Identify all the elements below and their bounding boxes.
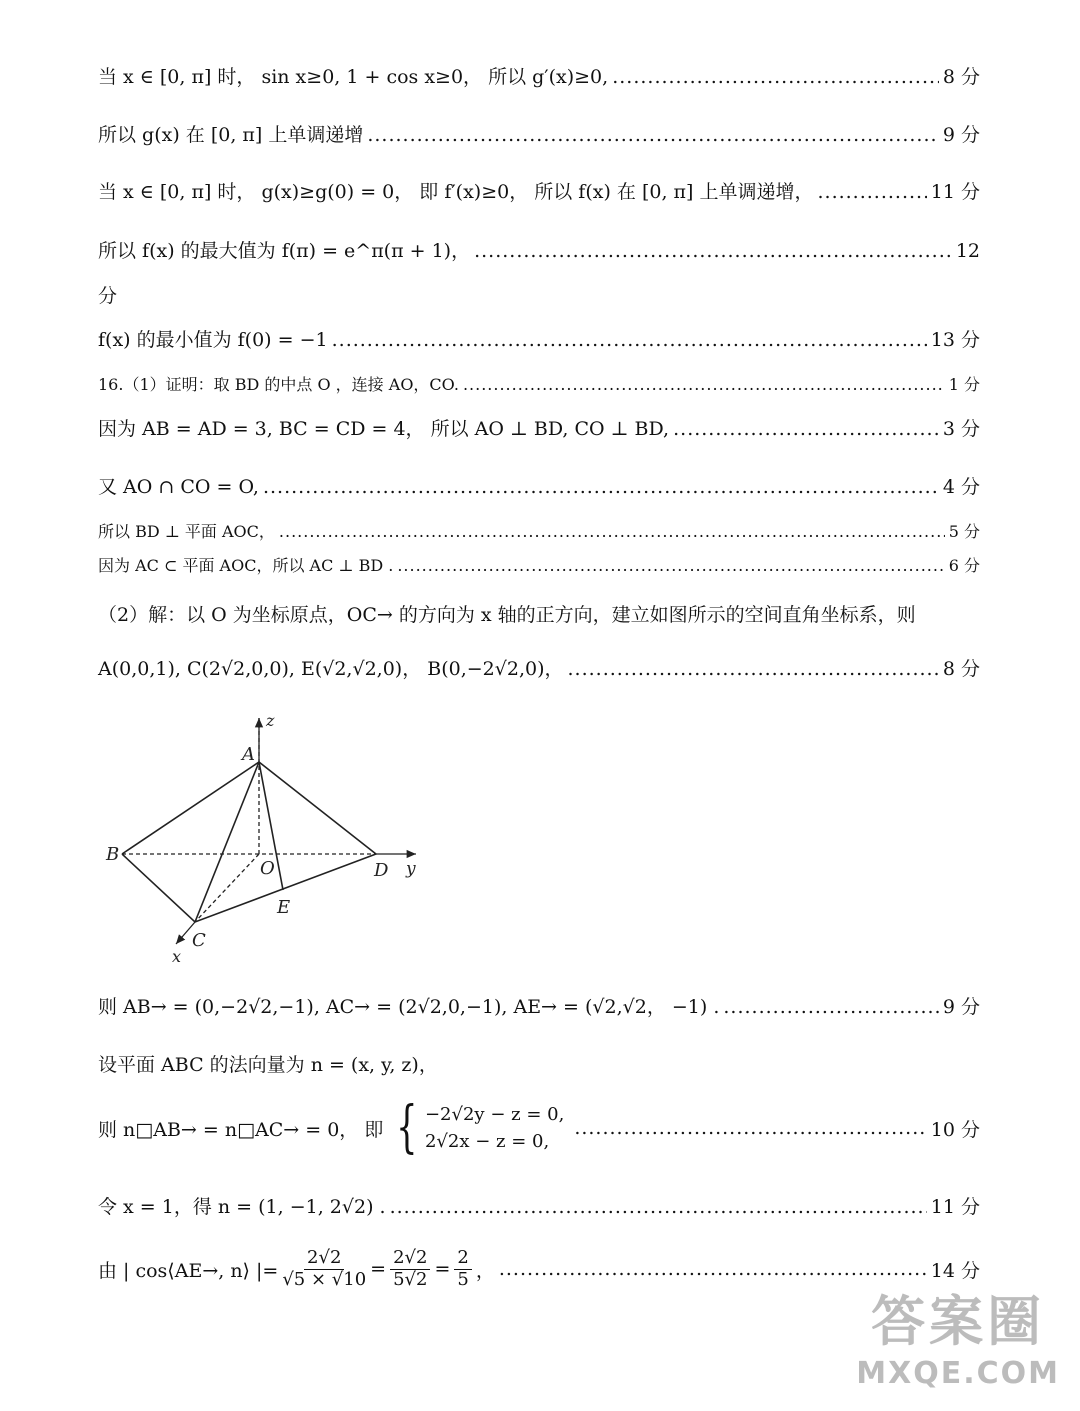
line-text: 设平面 ABC 的法向量为 n = (x, y, z)， — [98, 1054, 438, 1076]
score-mark: 8 分 — [942, 658, 980, 680]
leader-dots — [612, 66, 939, 88]
line-text: 分 — [98, 285, 118, 307]
solution-line-7 — [98, 372, 980, 395]
label-z: z — [266, 711, 275, 730]
label-E: E — [277, 897, 291, 918]
equation-system — [389, 1095, 565, 1160]
equals-sign: = — [370, 1258, 387, 1281]
fraction-2-denominator: 5√2 — [393, 1268, 428, 1290]
solution-line-11 — [98, 553, 980, 576]
leader-dots — [390, 1196, 927, 1218]
solution-line-3 — [98, 177, 980, 204]
fraction-3-denominator: 5 — [457, 1268, 469, 1290]
score-mark: 12 — [955, 240, 980, 262]
solution-line-12 — [98, 600, 980, 627]
watermark — [856, 1279, 1060, 1391]
label-x: x — [172, 947, 182, 965]
line-text: A(0,0,1), C(2√2,0,0), E(√2,√2,0)， B(0,−2√2,0)， — [98, 658, 564, 680]
line-text: 因为 AC ⊂ 平面 AOC，所以 AC ⊥ BD . — [98, 556, 394, 575]
leader-dots — [568, 658, 939, 680]
equation-system-line — [98, 1095, 980, 1160]
score-mark: 9 分 — [942, 124, 980, 146]
score-mark: 10 分 — [930, 1118, 980, 1141]
score-mark: 6 分 — [948, 556, 980, 575]
line-text: 16.（1）证明：取 BD 的中点 O ，连接 AO，CO. — [98, 375, 459, 394]
fraction-3-numerator: 2 — [454, 1248, 471, 1270]
score-mark: 3 分 — [942, 418, 980, 440]
final-cosine-line — [98, 1248, 980, 1290]
solution-line-15 — [98, 1050, 980, 1077]
solution-line-4 — [98, 236, 980, 263]
solution-line-9 — [98, 472, 980, 499]
score-mark: 11 分 — [930, 181, 980, 203]
label-B: B — [106, 844, 120, 865]
line-text: 所以 g(x) 在 [0, π] 上单调递增 — [98, 124, 364, 146]
final-suffix: ， — [475, 1259, 495, 1282]
score-mark: 13 分 — [930, 329, 980, 351]
solution-line-13 — [98, 654, 980, 681]
leader-dots — [574, 1117, 926, 1139]
solution-line-6 — [98, 325, 980, 352]
equation-1: −2√2y − z = 0, — [424, 1104, 565, 1125]
x-axis-dashed — [195, 854, 259, 922]
leader-dots — [463, 375, 945, 394]
leader-dots — [397, 556, 944, 575]
system-prefix: 则 n□AB→ = n□AC→ = 0， 即 — [98, 1118, 384, 1141]
score-mark: 11 分 — [930, 1196, 980, 1218]
label-D: D — [374, 860, 389, 881]
leader-dots — [474, 240, 952, 262]
solution-line-16 — [98, 1192, 980, 1219]
line-text: f(x) 的最小值为 f(0) = −1 — [98, 329, 328, 351]
line-text: 令 x = 1，得 n = (1, −1, 2√2) . — [98, 1196, 386, 1218]
line-text: （2）解：以 O 为坐标原点，OC→ 的方向为 x 轴的正方向，建立如图所示的空间直角坐标系，则 — [98, 604, 916, 626]
cos-prefix: 由 | cos⟨AE→, n⟩ |= — [98, 1259, 279, 1282]
fraction-1 — [282, 1248, 366, 1290]
score-mark: 9 分 — [942, 996, 980, 1018]
score-mark: 1 分 — [948, 375, 980, 394]
label-C: C — [192, 930, 206, 951]
solution-line-8 — [98, 414, 980, 441]
fraction-1-numerator: 2√2 — [304, 1248, 344, 1270]
label-O: O — [260, 858, 275, 879]
equals-sign: = — [434, 1258, 451, 1281]
solution-line-5 — [98, 281, 980, 308]
fraction-2-numerator: 2√2 — [390, 1248, 430, 1270]
left-brace: { — [396, 1095, 418, 1160]
label-A: A — [242, 744, 255, 765]
line-text: 因为 AB = AD = 3, BC = CD = 4， 所以 AO ⊥ BD, CO ⊥ BD, — [98, 418, 670, 440]
score-mark: 5 分 — [948, 522, 980, 541]
line-text: 所以 f(x) 的最大值为 f(π) = e^π(π + 1)， — [98, 240, 471, 262]
score-mark: 4 分 — [942, 476, 980, 498]
line-text: 当 x ∈ [0, π] 时， g(x)≥g(0) = 0， 即 f′(x)≥0， 所以 f(x) 在 [0, π] 上单调递增， — [98, 181, 814, 203]
solution-line-10 — [98, 519, 980, 542]
leader-dots — [723, 996, 938, 1018]
line-text: 又 AO ∩ CO = O, — [98, 476, 259, 498]
leader-dots — [279, 522, 945, 541]
line-text: 则 AB→ = (0,−2√2,−1), AC→ = (2√2,0,−1), AE→ = (√2,√2， −1) . — [98, 996, 720, 1018]
leader-dots — [263, 476, 939, 498]
leader-dots — [499, 1258, 927, 1280]
pyramid-coordinate-diagram — [100, 710, 430, 965]
watermark-site: MXQE.COM — [856, 1356, 1060, 1391]
edge-AC — [195, 762, 259, 922]
solution-line-1 — [98, 62, 980, 89]
score-mark: 8 分 — [942, 66, 980, 88]
fraction-2 — [390, 1248, 430, 1290]
solution-line-14 — [98, 992, 980, 1019]
equation-2: 2√2x − z = 0, — [424, 1131, 550, 1152]
fraction-1-denominator: √5 × √10 — [282, 1268, 367, 1290]
line-text: 当 x ∈ [0, π] 时， sin x≥0, 1 + cos x≥0， 所以 g′(x)≥0, — [98, 66, 609, 88]
leader-dots — [332, 329, 927, 351]
score-mark: 14 分 — [930, 1259, 980, 1282]
solution-line-2 — [98, 120, 980, 147]
label-y: y — [406, 859, 416, 879]
line-text: 所以 BD ⊥ 平面 AOC， — [98, 522, 275, 541]
watermark-logo: 答案圈 — [871, 1290, 1046, 1353]
fraction-3 — [454, 1248, 471, 1290]
leader-dots — [673, 418, 939, 440]
leader-dots — [367, 124, 939, 146]
leader-dots — [817, 181, 926, 203]
